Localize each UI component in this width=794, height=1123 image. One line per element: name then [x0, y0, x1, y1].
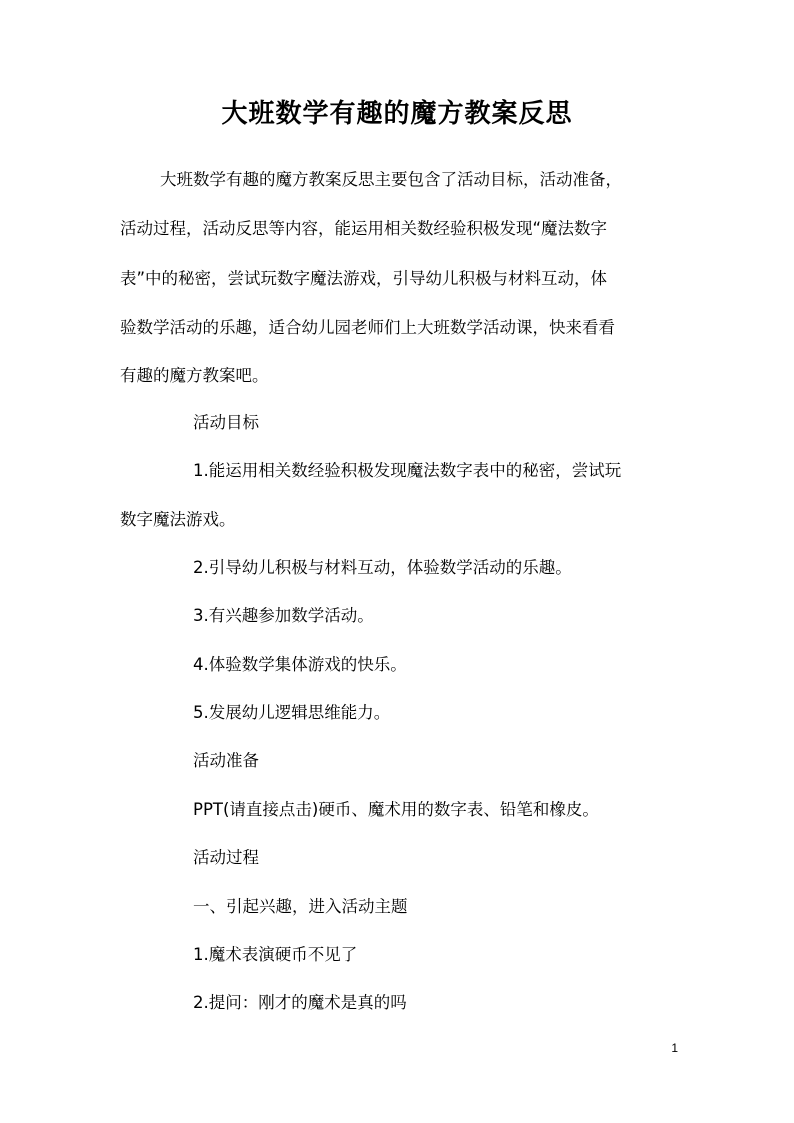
section-heading-process: 活动过程	[193, 848, 259, 867]
goal-1-line-2: 数字魔法游戏。	[120, 510, 236, 529]
goal-3: 3.有兴趣参加数学活动。	[193, 606, 374, 625]
goal-2: 2.引导幼儿积极与材料互动，体验数学活动的乐趣。	[193, 558, 572, 577]
goal-4: 4.体验数学集体游戏的快乐。	[193, 655, 407, 674]
section-heading-preparation: 活动准备	[193, 751, 259, 770]
intro-line-5: 有趣的魔方教案吧。	[120, 366, 269, 385]
process-step-1: 一、引起兴趣，进入活动主题	[193, 897, 408, 916]
process-step-1-2: 2.提问：刚才的魔术是真的吗	[193, 993, 407, 1012]
page-number: 1	[671, 1041, 678, 1055]
intro-line-4: 验数学活动的乐趣，适合幼儿园老师们上大班数学活动课，快来看看	[120, 318, 615, 337]
goal-5: 5.发展幼儿逻辑思维能力。	[193, 703, 391, 722]
intro-line-3: 表”中的秘密，尝试玩数字魔法游戏，引导幼儿积极与材料互动，体	[120, 269, 608, 288]
goal-1-line-1: 1.能运用相关数经验积极发现魔法数字表中的秘密，尝试玩	[193, 461, 622, 480]
process-step-1-1: 1.魔术表演硬币不见了	[193, 945, 358, 964]
preparation-items: PPT(请直接点击)硬币、魔术用的数字表、铅笔和橡皮。	[193, 800, 599, 819]
section-heading-goals: 活动目标	[193, 413, 259, 432]
intro-line-1: 大班数学有趣的魔方教案反思主要包含了活动目标，活动准备，	[160, 170, 622, 189]
document-title: 大班数学有趣的魔方教案反思	[221, 99, 573, 129]
intro-line-2: 活动过程，活动反思等内容，能运用相关数经验积极发现“魔法数字	[120, 219, 608, 238]
